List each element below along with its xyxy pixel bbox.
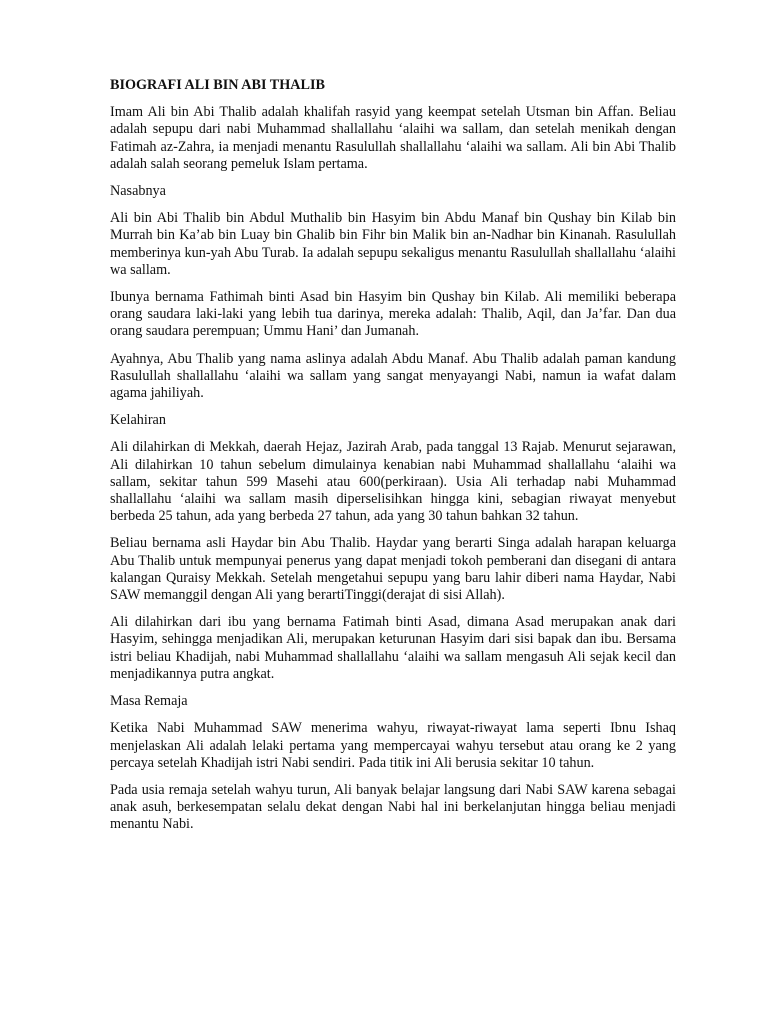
paragraph-ibunya: Ibunya bernama Fathimah binti Asad bin Hasyim bin Qushay bin Kilab. Ali memiliki beberapa orang saudara laki-laki yang lebih tua darinya, mereka adalah: Thalib, Aqil, dan Ja’far. Dan dua orang saudara perempuan; Ummu Hani’ dan Jumanah. <box>110 289 676 340</box>
paragraph-ibu-ali: Ali dilahirkan dari ibu yang bernama Fatimah binti Asad, dimana Asad merupakan anak dari Hasyim, sehingga menjadikan Ali, merupakan keturunan Hasyim dari sisi bapak dan ibu. Bersama istri beliau Khadijah, nabi Muhammad shallallahu ‘alaihi wa sallam mengasuh Ali sejak kecil dan menjadikannya putra angkat. <box>110 614 676 682</box>
section-heading-nasabnya: Nasabnya <box>110 183 166 200</box>
paragraph-kelahiran: Ali dilahirkan di Mekkah, daerah Hejaz, Jazirah Arab, pada tanggal 13 Rajab. Menurut sejarawan, Ali dilahirkan 10 tahun sebelum dimulainya kenabian nabi Muhammad shallallahu ‘alaihi wa sallam, sekitar tahun 599 Masehi atau 600(perkiraan). Usia Ali terhadap nabi Muhammad shallallahu ‘alaihi wa sallam masih diperselisihkan hingga kini, sebagian riwayat menyebut berbeda 25 tahun, ada yang berbeda 27 tahun, ada yang 30 tahun bahkan 32 tahun. <box>110 439 676 525</box>
paragraph-usia-remaja: Pada usia remaja setelah wahyu turun, Ali banyak belajar langsung dari Nabi SAW karena sebagai anak asuh, berkesempatan selalu dekat dengan Nabi hal ini berkelanjutan hingga beliau menjadi menantu Nabi. <box>110 781 676 833</box>
section-heading-masa-remaja: Masa Remaja <box>110 693 188 710</box>
paragraph-intro: Imam Ali bin Abi Thalib adalah khalifah rasyid yang keempat setelah Utsman bin Affan. Beliau adalah sepupu dari nabi Muhammad shallallahu ‘alaihi wa sallam, dan setelah menikah dengan Fatimah az-Zahra, ia menjadi menantu Rasulullah shallallahu ‘alaihi wa sallam. Ali bin Abi Thalib adalah salah seorang pemeluk Islam pertama. <box>110 104 676 172</box>
paragraph-ayahnya: Ayahnya, Abu Thalib yang nama aslinya adalah Abdu Manaf. Abu Thalib adalah paman kandung Rasulullah shallallahu ‘alaihi wa sallam yang sangat menyayangi Nabi, namun ia wafat dalam agama jahiliyah. <box>110 350 676 402</box>
paragraph-nama-asli: Beliau bernama asli Haydar bin Abu Thalib. Haydar yang berarti Singa adalah harapan keluarga Abu Thalib untuk mempunyai penerus yang dapat menjadi tokoh pemberani dan disegani di antara kalangan Quraisy Mekkah. Setelah mengetahui sepupu yang baru lahir diberi nama Haydar, Nabi SAW memanggil dengan Ali yang berartiTinggi(derajat di sisi Allah). <box>110 535 676 604</box>
document-page <box>110 77 676 844</box>
paragraph-wahyu: Ketika Nabi Muhammad SAW menerima wahyu, riwayat-riwayat lama seperti Ibnu Ishaq menjelaskan Ali adalah lelaki pertama yang mempercayai wahyu tersebut atau orang ke 2 yang percaya setelah Khadijah istri Nabi sendiri. Pada titik ini Ali berusia sekitar 10 tahun. <box>110 720 676 771</box>
document-title: BIOGRAFI ALI BIN ABI THALIB <box>110 77 325 93</box>
paragraph-nasab: Ali bin Abi Thalib bin Abdul Muthalib bin Hasyim bin Abdu Manaf bin Qushay bin Kilab bin Murrah bin Ka’ab bin Luay bin Ghalib bin Fihr bin Malik bin an-Nadhar bin Kinanah. Rasulullah memberinya kun-yah Abu Turab. Ia adalah sepupu sekaligus menantu Rasulullah shallallahu ‘alaihi wa sallam. <box>110 210 676 278</box>
section-heading-kelahiran: Kelahiran <box>110 412 166 429</box>
